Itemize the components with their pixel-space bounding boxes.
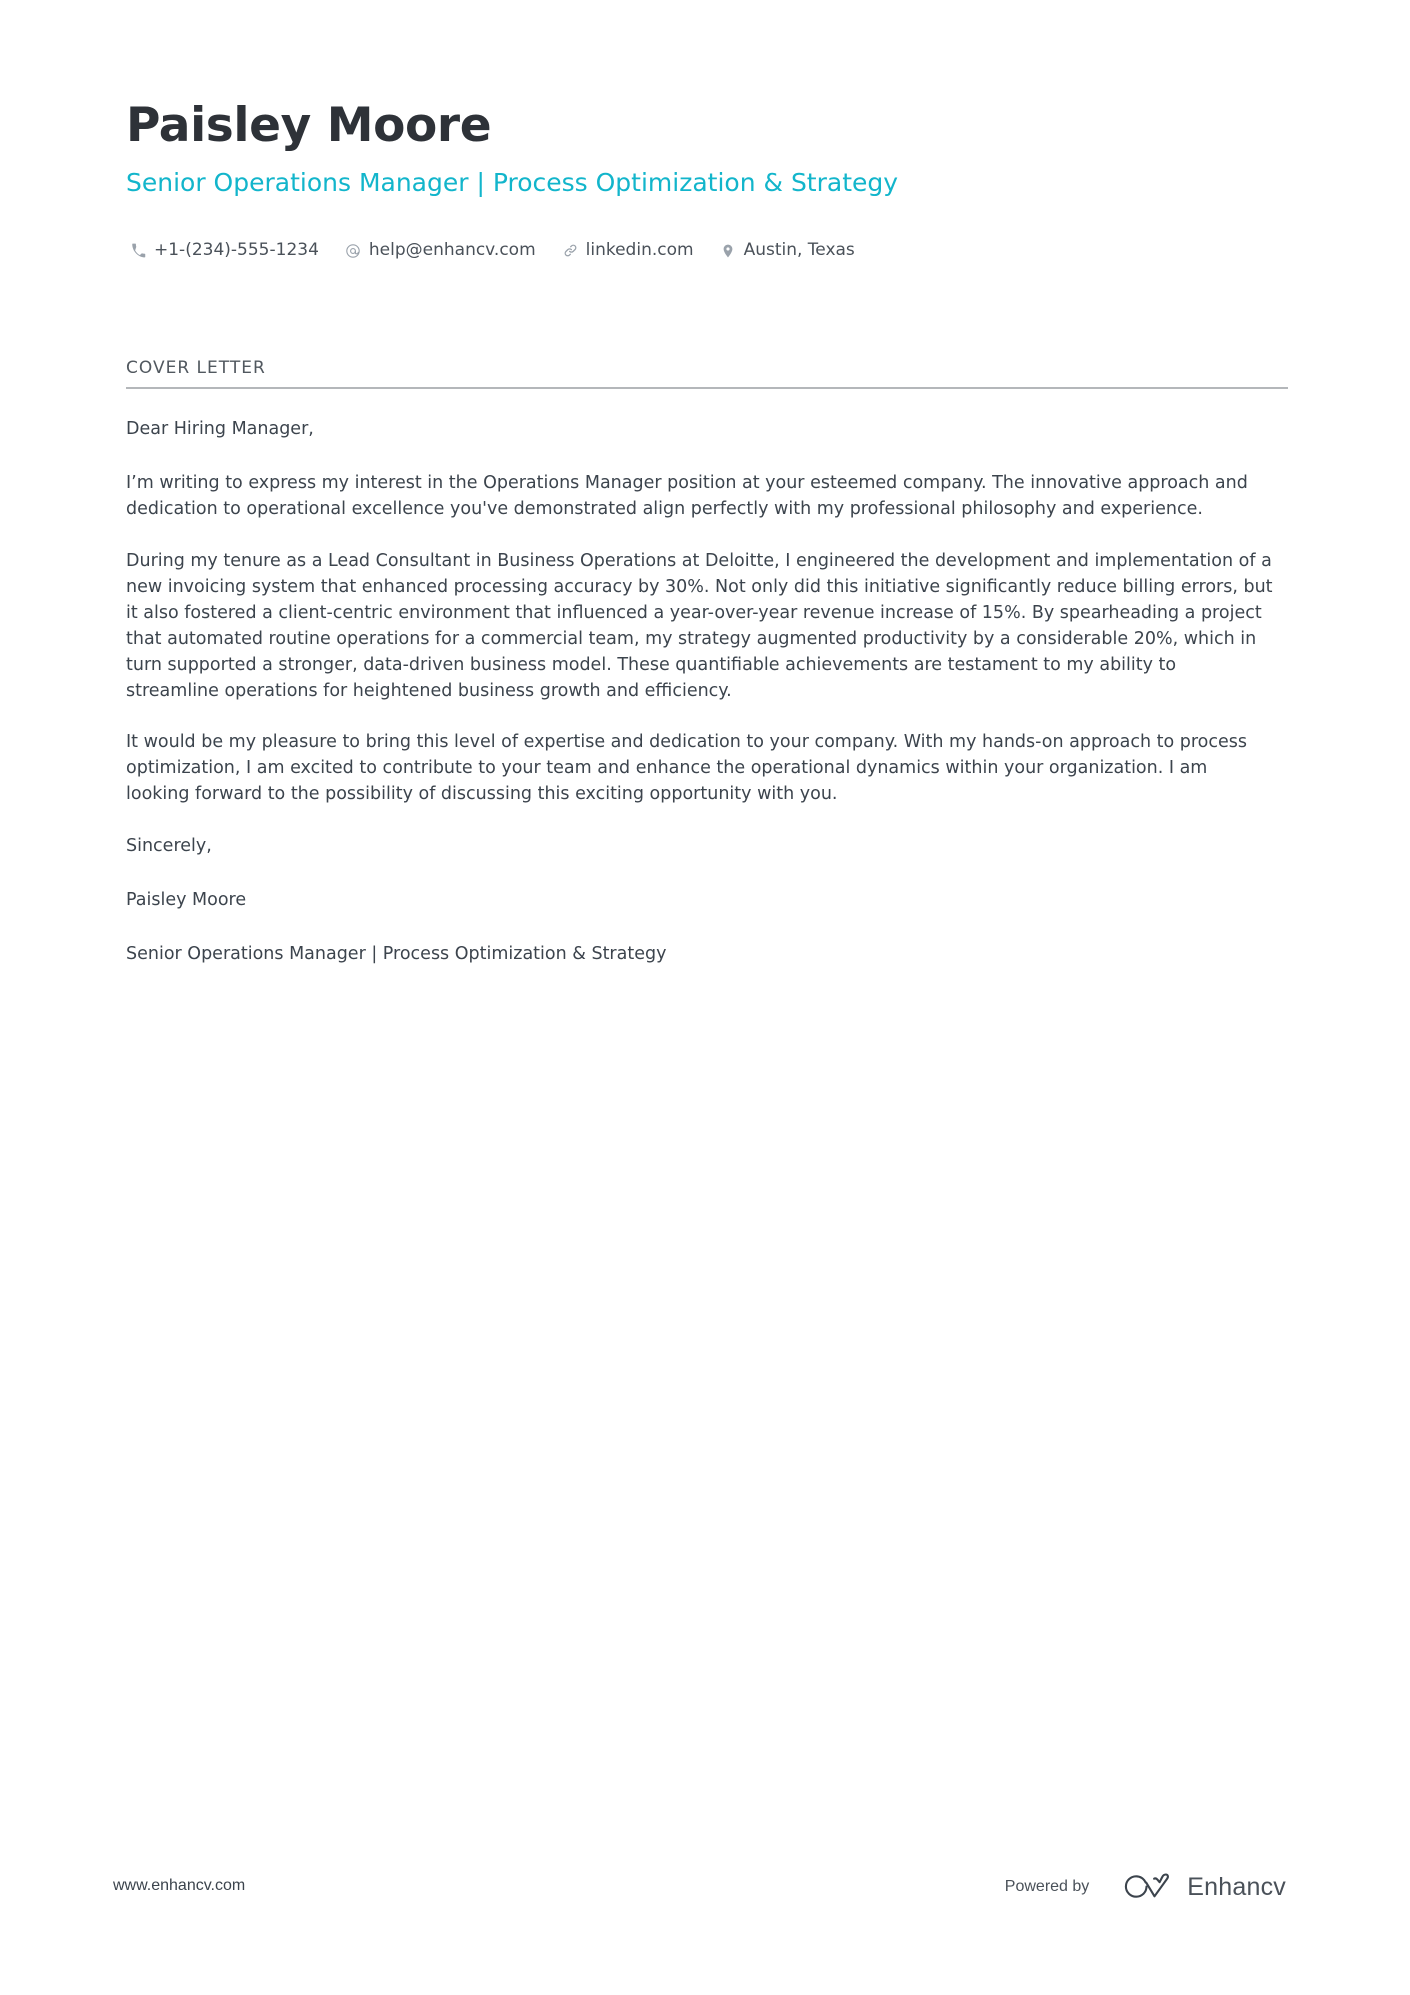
phone-icon <box>130 242 147 259</box>
section-divider <box>126 387 1288 389</box>
page-footer <box>0 1868 1410 1918</box>
contact-row <box>130 242 855 259</box>
contact-item-linkedin <box>562 242 694 259</box>
contact-item-phone <box>130 242 319 259</box>
contact-phone-text: +1-(234)-555-1234 <box>154 240 319 260</box>
cover-letter-section <box>126 358 1288 968</box>
contact-linkedin-text: linkedin.com <box>585 240 694 260</box>
document-header <box>126 100 1286 199</box>
footer-branding <box>1005 1872 1286 1902</box>
letter-paragraph-1: I’m writing to express my interest in the Operations Manager position at your esteemed company. The innovative approach and dedication to operational excellence you've demonstrated align perfectly with my professional philosophy and experience. <box>126 473 1248 520</box>
letter-signer-title: Senior Operations Manager | Process Optimization & Strategy <box>126 943 667 964</box>
letter-paragraph-2: During my tenure as a Lead Consultant in Business Operations at Deloitte, I engineered the development and implementation of a new invoicing system that enhanced processing accuracy by 30%. Not only did this initiative significantly reduce billing errors, but it also fostered a client-centric environment that influenced a year-over-year revenue increase of 15%. By spearheading a project that automated routine operations for a commercial team, my strategy augmented productivity by a considerable 20%, which in turn supported a stronger, data-driven business model. These quantifiable achievements are testament to my ability to streamline operations for heightened business growth and efficiency. <box>126 551 1273 701</box>
contact-email-text: help@enhancv.com <box>368 240 536 260</box>
section-title: COVER LETTER <box>126 358 266 378</box>
page-title: Paisley Moore <box>126 98 492 153</box>
contact-item-location <box>720 242 855 259</box>
powered-by-label: Powered by <box>1004 1878 1090 1895</box>
enhancv-brand-name: Enhancv <box>1187 1872 1286 1901</box>
job-title: Senior Operations Manager | Process Optimization & Strategy <box>126 167 899 197</box>
location-icon <box>720 242 737 259</box>
letter-signoff: Sincerely, <box>126 836 212 857</box>
enhancv-logo-icon <box>1121 1872 1173 1902</box>
enhancv-logo <box>1121 1872 1286 1902</box>
letter-salutation: Dear Hiring Manager, <box>126 419 314 440</box>
contact-location-text: Austin, Texas <box>743 240 855 260</box>
letter-signer-name: Paisley Moore <box>126 889 247 910</box>
email-icon <box>345 242 362 259</box>
contact-item-email <box>345 242 536 259</box>
footer-website-url[interactable]: www.enhancv.com <box>113 1877 246 1894</box>
letter-paragraph-3: It would be my pleasure to bring this level of expertise and dedication to your company. With my hands-on approach to process optimization, I am excited to contribute to your team and enhance the operational dynamics within your organization. I am looking forward to the possibility of discussing this exciting opportunity with you. <box>126 732 1247 805</box>
link-icon <box>562 242 579 259</box>
letter-body <box>126 417 1288 967</box>
